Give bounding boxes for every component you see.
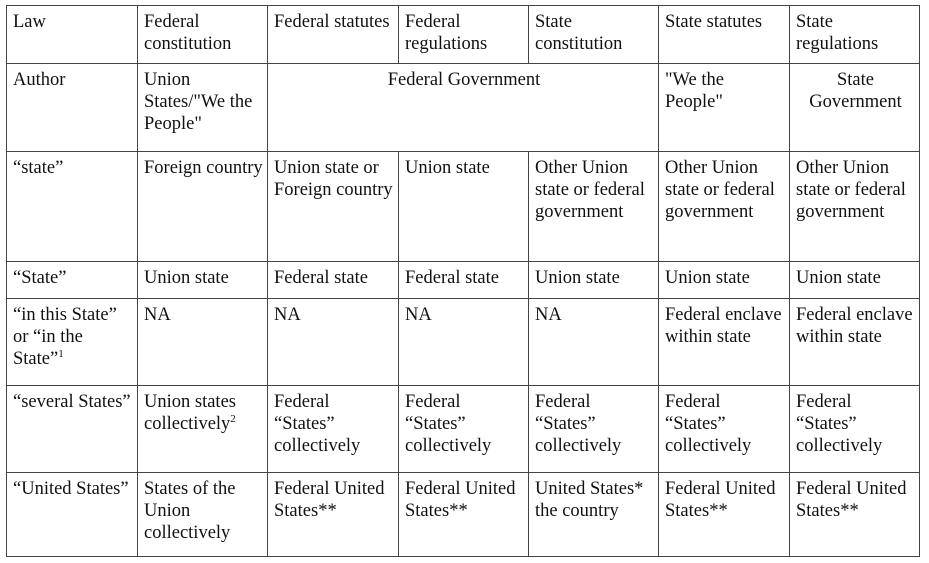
header-federal-constitution: Federal constitution [138, 6, 268, 64]
row-label: “several States” [7, 386, 138, 473]
cell-federal-statutes: Federal “States” collectively [268, 386, 399, 473]
cell-state-constitution: Union state [529, 262, 659, 299]
header-row [7, 6, 920, 64]
cell-federal-regulations: Federal “States” collectively [399, 386, 529, 473]
row-capital-state [7, 262, 920, 299]
row-label: “state” [7, 152, 138, 262]
cell-text: Union states collectively [144, 392, 236, 434]
cell-state-statutes: Union state [659, 262, 790, 299]
cell-federal-constitution: NA [138, 299, 268, 386]
row-label: “State” [7, 262, 138, 299]
cell-federal-statutes: Federal United States** [268, 473, 399, 557]
row-united-states [7, 473, 920, 557]
author-label: Author [7, 64, 138, 152]
row-several-states [7, 386, 920, 473]
cell-federal-statutes: Union state or Foreign country [268, 152, 399, 262]
cell-state-regulations: Federal enclave within state [790, 299, 920, 386]
header-federal-statutes: Federal statutes [268, 6, 399, 64]
header-state-statutes: State statutes [659, 6, 790, 64]
cell-state-constitution: Federal “States” collectively [529, 386, 659, 473]
cell-state-statutes: Federal “States” collectively [659, 386, 790, 473]
author-row [7, 64, 920, 152]
cell-state-statutes: Other Union state or federal government [659, 152, 790, 262]
cell-federal-constitution: Union state [138, 262, 268, 299]
cell-federal-regulations: Federal United States** [399, 473, 529, 557]
cell-state-regulations: Federal “States” collectively [790, 386, 920, 473]
row-label-text: “in this State” or “in the State” [13, 305, 117, 369]
header-federal-regulations: Federal regulations [399, 6, 529, 64]
cell-federal-regulations: Federal state [399, 262, 529, 299]
cell-state-statutes: Federal enclave within state [659, 299, 790, 386]
header-state-regulations: State regulations [790, 6, 920, 64]
row-label [7, 299, 138, 386]
cell-federal-regulations: NA [399, 299, 529, 386]
header-state-constitution: State constitution [529, 6, 659, 64]
cell-federal-constitution: States of the Union collectively [138, 473, 268, 557]
cell-state-constitution: United States* the country [529, 473, 659, 557]
row-lowercase-state [7, 152, 920, 262]
cell-state-constitution: Other Union state or federal government [529, 152, 659, 262]
row-label: “United States” [7, 473, 138, 557]
cell-federal-constitution [138, 386, 268, 473]
cell-state-regulations: Federal United States** [790, 473, 920, 557]
cell-federal-regulations: Union state [399, 152, 529, 262]
footnote-2-marker: 2 [230, 412, 236, 425]
cell-federal-constitution: Foreign country [138, 152, 268, 262]
author-federal-government: Federal Government [268, 64, 659, 152]
cell-federal-statutes: Federal state [268, 262, 399, 299]
cell-state-regulations: Other Union state or federal government [790, 152, 920, 262]
author-federal-constitution: Union States/"We the People" [138, 64, 268, 152]
cell-state-regulations: Union state [790, 262, 920, 299]
header-law: Law [7, 6, 138, 64]
author-state-constitution: "We the People" [659, 64, 790, 152]
row-in-this-state [7, 299, 920, 386]
footnote-1-marker: 1 [58, 347, 64, 360]
author-state-government: State Government [790, 64, 920, 152]
cell-state-statutes: Federal United States** [659, 473, 790, 557]
cell-state-constitution: NA [529, 299, 659, 386]
cell-federal-statutes: NA [268, 299, 399, 386]
law-definitions-table [6, 5, 920, 557]
